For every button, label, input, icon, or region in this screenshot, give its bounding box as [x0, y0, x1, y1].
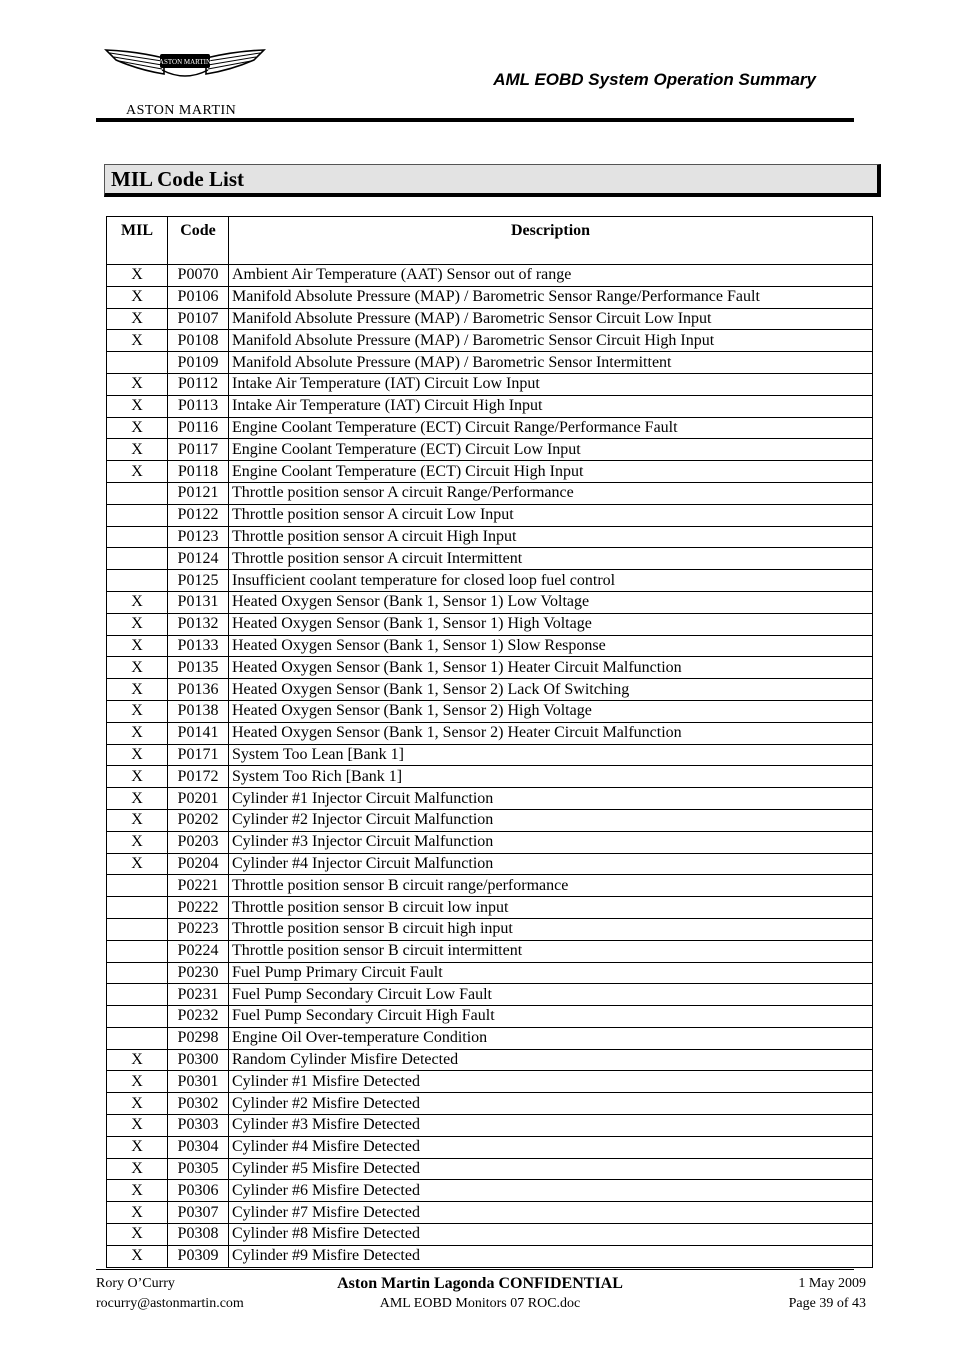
code-cell: P0108 — [168, 330, 229, 352]
description-cell: Cylinder #4 Injector Circuit Malfunction — [229, 853, 873, 875]
mil-cell: X — [107, 679, 168, 701]
code-cell: P0172 — [168, 766, 229, 788]
code-cell: P0300 — [168, 1049, 229, 1071]
table-row — [107, 744, 873, 766]
header-divider — [96, 118, 854, 122]
column-header-mil: MIL — [107, 217, 168, 265]
code-cell: P0118 — [168, 461, 229, 483]
table-row — [107, 330, 873, 352]
mil-code-table-wrapper — [106, 216, 876, 1268]
mil-cell: X — [107, 308, 168, 330]
table-row — [107, 591, 873, 613]
mil-cell: X — [107, 831, 168, 853]
logo-wordmark: ASTON MARTIN — [126, 103, 237, 118]
description-cell: Cylinder #7 Misfire Detected — [229, 1202, 873, 1224]
code-cell: P0131 — [168, 591, 229, 613]
mil-cell: X — [107, 700, 168, 722]
mil-cell: X — [107, 853, 168, 875]
code-cell: P0106 — [168, 286, 229, 308]
table-row — [107, 504, 873, 526]
code-cell: P0112 — [168, 373, 229, 395]
code-cell: P0123 — [168, 526, 229, 548]
code-cell: P0121 — [168, 482, 229, 504]
mil-cell — [107, 482, 168, 504]
table-row — [107, 439, 873, 461]
table-row — [107, 1006, 873, 1028]
code-cell: P0132 — [168, 613, 229, 635]
description-cell: Fuel Pump Secondary Circuit High Fault — [229, 1006, 873, 1028]
description-cell: Fuel Pump Secondary Circuit Low Fault — [229, 984, 873, 1006]
table-row — [107, 657, 873, 679]
section-title: MIL Code List — [104, 164, 881, 197]
description-cell: Manifold Absolute Pressure (MAP) / Barometric Sensor Range/Performance Fault — [229, 286, 873, 308]
table-body — [107, 265, 873, 1268]
description-cell: Cylinder #4 Misfire Detected — [229, 1136, 873, 1158]
code-cell: P0298 — [168, 1027, 229, 1049]
description-cell: Throttle position sensor B circuit high input — [229, 918, 873, 940]
table-row — [107, 482, 873, 504]
mil-cell: X — [107, 330, 168, 352]
mil-cell: X — [107, 1245, 168, 1267]
table-row — [107, 308, 873, 330]
mil-code-table — [106, 216, 873, 1268]
table-row — [107, 984, 873, 1006]
code-cell: P0302 — [168, 1093, 229, 1115]
table-row — [107, 700, 873, 722]
code-cell: P0303 — [168, 1115, 229, 1137]
table-row — [107, 461, 873, 483]
description-cell: Intake Air Temperature (IAT) Circuit Low Input — [229, 373, 873, 395]
mil-cell: X — [107, 744, 168, 766]
mil-cell: X — [107, 1136, 168, 1158]
description-cell: Heated Oxygen Sensor (Bank 1, Sensor 2) Lack Of Switching — [229, 679, 873, 701]
description-cell: Throttle position sensor A circuit Low Input — [229, 504, 873, 526]
code-cell: P0221 — [168, 875, 229, 897]
table-row — [107, 766, 873, 788]
table-row — [107, 265, 873, 287]
mil-cell: X — [107, 1093, 168, 1115]
code-cell: P0231 — [168, 984, 229, 1006]
table-row — [107, 875, 873, 897]
mil-cell — [107, 570, 168, 592]
mil-cell: X — [107, 766, 168, 788]
footer-confidential: Aston Martin Lagonda CONFIDENTIAL — [337, 1275, 623, 1292]
code-cell: P0122 — [168, 504, 229, 526]
code-cell: P0113 — [168, 395, 229, 417]
mil-cell — [107, 918, 168, 940]
footer-author: Rory O’Curry — [96, 1276, 175, 1291]
code-cell: P0124 — [168, 548, 229, 570]
description-cell: Heated Oxygen Sensor (Bank 1, Sensor 1) Slow Response — [229, 635, 873, 657]
mil-cell: X — [107, 373, 168, 395]
code-cell: P0306 — [168, 1180, 229, 1202]
description-cell: Manifold Absolute Pressure (MAP) / Barometric Sensor Circuit High Input — [229, 330, 873, 352]
mil-cell: X — [107, 395, 168, 417]
table-row — [107, 1049, 873, 1071]
mil-cell — [107, 962, 168, 984]
description-cell: Throttle position sensor A circuit High Input — [229, 526, 873, 548]
description-cell: Heated Oxygen Sensor (Bank 1, Sensor 2) Heater Circuit Malfunction — [229, 722, 873, 744]
footer-date: 1 May 2009 — [798, 1276, 866, 1291]
table-row — [107, 526, 873, 548]
mil-cell: X — [107, 722, 168, 744]
table-row — [107, 1180, 873, 1202]
table-row — [107, 352, 873, 374]
code-cell: P0222 — [168, 897, 229, 919]
table-header-row — [107, 217, 873, 265]
table-row — [107, 1202, 873, 1224]
description-cell: Heated Oxygen Sensor (Bank 1, Sensor 1) Heater Circuit Malfunction — [229, 657, 873, 679]
mil-cell — [107, 1006, 168, 1028]
code-cell: P0201 — [168, 788, 229, 810]
wings-logo-icon — [104, 42, 266, 124]
code-cell: P0171 — [168, 744, 229, 766]
document-title: AML EOBD System Operation Summary — [493, 70, 816, 89]
description-cell: Manifold Absolute Pressure (MAP) / Barometric Sensor Intermittent — [229, 352, 873, 374]
code-cell: P0125 — [168, 570, 229, 592]
table-row — [107, 286, 873, 308]
mil-cell: X — [107, 439, 168, 461]
table-row — [107, 962, 873, 984]
table-row — [107, 570, 873, 592]
mil-cell: X — [107, 1115, 168, 1137]
description-cell: Cylinder #2 Injector Circuit Malfunction — [229, 809, 873, 831]
code-cell: P0116 — [168, 417, 229, 439]
mil-cell — [107, 897, 168, 919]
description-cell: Insufficient coolant temperature for closed loop fuel control — [229, 570, 873, 592]
mil-cell — [107, 504, 168, 526]
table-row — [107, 548, 873, 570]
description-cell: Throttle position sensor B circuit range/performance — [229, 875, 873, 897]
mil-cell: X — [107, 591, 168, 613]
description-cell: Cylinder #6 Misfire Detected — [229, 1180, 873, 1202]
table-row — [107, 940, 873, 962]
table-row — [107, 373, 873, 395]
logo-badge-text: ASTON MARTIN — [158, 58, 212, 66]
mil-cell: X — [107, 1202, 168, 1224]
code-cell: P0070 — [168, 265, 229, 287]
description-cell: Random Cylinder Misfire Detected — [229, 1049, 873, 1071]
description-cell: Throttle position sensor A circuit Intermittent — [229, 548, 873, 570]
mil-cell: X — [107, 1224, 168, 1246]
description-cell: Heated Oxygen Sensor (Bank 1, Sensor 1) Low Voltage — [229, 591, 873, 613]
mil-cell: X — [107, 1071, 168, 1093]
code-cell: P0133 — [168, 635, 229, 657]
table-row — [107, 395, 873, 417]
description-cell: Ambient Air Temperature (AAT) Sensor out of range — [229, 265, 873, 287]
code-cell: P0232 — [168, 1006, 229, 1028]
description-cell: Cylinder #5 Misfire Detected — [229, 1158, 873, 1180]
mil-cell — [107, 548, 168, 570]
code-cell: P0224 — [168, 940, 229, 962]
mil-cell: X — [107, 1049, 168, 1071]
mil-cell — [107, 940, 168, 962]
table-row — [107, 1224, 873, 1246]
description-cell: Engine Coolant Temperature (ECT) Circuit Low Input — [229, 439, 873, 461]
code-cell: P0135 — [168, 657, 229, 679]
code-cell: P0305 — [168, 1158, 229, 1180]
description-cell: Engine Coolant Temperature (ECT) Circuit Range/Performance Fault — [229, 417, 873, 439]
mil-cell — [107, 984, 168, 1006]
mil-cell — [107, 526, 168, 548]
description-cell: Heated Oxygen Sensor (Bank 1, Sensor 1) High Voltage — [229, 613, 873, 635]
mil-cell: X — [107, 788, 168, 810]
mil-cell: X — [107, 613, 168, 635]
code-cell: P0203 — [168, 831, 229, 853]
table-row — [107, 1136, 873, 1158]
table-row — [107, 1027, 873, 1049]
footer-email: rocurry@astonmartin.com — [96, 1296, 244, 1311]
footer-divider — [96, 1269, 854, 1270]
column-header-description: Description — [229, 217, 873, 265]
code-cell: P0117 — [168, 439, 229, 461]
description-cell: System Too Lean [Bank 1] — [229, 744, 873, 766]
table-row — [107, 1158, 873, 1180]
description-cell: Cylinder #3 Misfire Detected — [229, 1115, 873, 1137]
description-cell: Cylinder #2 Misfire Detected — [229, 1093, 873, 1115]
table-row — [107, 1093, 873, 1115]
mil-cell: X — [107, 265, 168, 287]
description-cell: Engine Coolant Temperature (ECT) Circuit High Input — [229, 461, 873, 483]
table-row — [107, 809, 873, 831]
code-cell: P0304 — [168, 1136, 229, 1158]
mil-cell — [107, 352, 168, 374]
code-cell: P0107 — [168, 308, 229, 330]
code-cell: P0301 — [168, 1071, 229, 1093]
mil-cell: X — [107, 286, 168, 308]
description-cell: System Too Rich [Bank 1] — [229, 766, 873, 788]
table-row — [107, 1071, 873, 1093]
description-cell: Throttle position sensor B circuit intermittent — [229, 940, 873, 962]
description-cell: Cylinder #1 Injector Circuit Malfunction — [229, 788, 873, 810]
description-cell: Cylinder #9 Misfire Detected — [229, 1245, 873, 1267]
description-cell: Fuel Pump Primary Circuit Fault — [229, 962, 873, 984]
mil-cell: X — [107, 635, 168, 657]
description-cell: Engine Oil Over-temperature Condition — [229, 1027, 873, 1049]
code-cell: P0109 — [168, 352, 229, 374]
table-row — [107, 853, 873, 875]
code-cell: P0308 — [168, 1224, 229, 1246]
description-cell: Throttle position sensor B circuit low input — [229, 897, 873, 919]
table-row — [107, 918, 873, 940]
table-row — [107, 788, 873, 810]
description-cell: Intake Air Temperature (IAT) Circuit High Input — [229, 395, 873, 417]
table-row — [107, 1245, 873, 1267]
code-cell: P0204 — [168, 853, 229, 875]
mil-cell: X — [107, 1180, 168, 1202]
code-cell: P0136 — [168, 679, 229, 701]
code-cell: P0309 — [168, 1245, 229, 1267]
description-cell: Cylinder #3 Injector Circuit Malfunction — [229, 831, 873, 853]
mil-cell: X — [107, 417, 168, 439]
code-cell: P0202 — [168, 809, 229, 831]
table-row — [107, 613, 873, 635]
table-row — [107, 635, 873, 657]
mil-cell: X — [107, 461, 168, 483]
code-cell: P0141 — [168, 722, 229, 744]
mil-cell: X — [107, 657, 168, 679]
table-row — [107, 897, 873, 919]
code-cell: P0230 — [168, 962, 229, 984]
mil-cell — [107, 1027, 168, 1049]
code-cell: P0307 — [168, 1202, 229, 1224]
mil-cell: X — [107, 809, 168, 831]
table-row — [107, 722, 873, 744]
mil-cell — [107, 875, 168, 897]
description-cell: Cylinder #1 Misfire Detected — [229, 1071, 873, 1093]
aston-martin-logo — [104, 42, 266, 124]
mil-cell: X — [107, 1158, 168, 1180]
table-row — [107, 831, 873, 853]
description-cell: Throttle position sensor A circuit Range/Performance — [229, 482, 873, 504]
description-cell: Heated Oxygen Sensor (Bank 1, Sensor 2) High Voltage — [229, 700, 873, 722]
code-cell: P0138 — [168, 700, 229, 722]
table-row — [107, 1115, 873, 1137]
code-cell: P0223 — [168, 918, 229, 940]
table-row — [107, 679, 873, 701]
footer-page-number: Page 39 of 43 — [788, 1296, 866, 1311]
description-cell: Manifold Absolute Pressure (MAP) / Barometric Sensor Circuit Low Input — [229, 308, 873, 330]
column-header-code: Code — [168, 217, 229, 265]
footer-filename: AML EOBD Monitors 07 ROC.doc — [379, 1296, 581, 1311]
description-cell: Cylinder #8 Misfire Detected — [229, 1224, 873, 1246]
table-row — [107, 417, 873, 439]
